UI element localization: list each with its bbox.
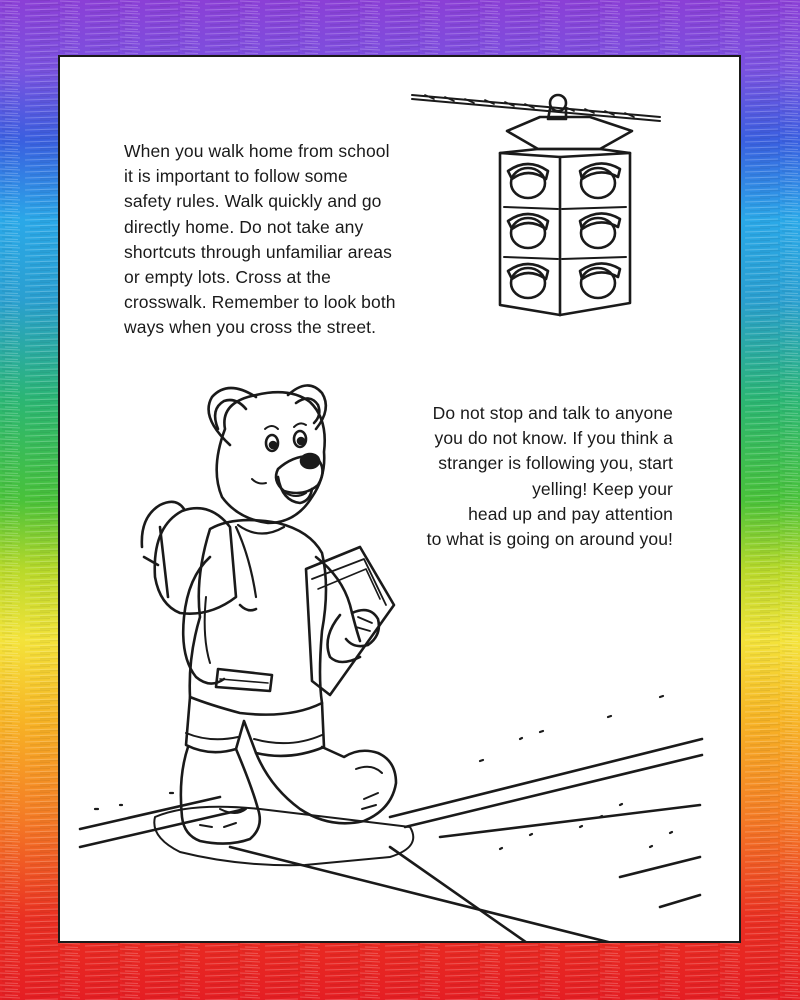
coloring-page bbox=[58, 55, 741, 943]
safety-rules-paragraph: When you walk home from school it is important to follow some safety rules. Walk quickly and go directly home. Do not take any shortcuts through unfamiliar areas or empty lots. Cross at the crosswalk. Remember to look both ways when you cross the street. bbox=[124, 141, 396, 338]
crosswalk-illustration bbox=[80, 696, 702, 943]
stranger-safety-paragraph: Do not stop and talk to anyone you do not know. If you think a stranger is following you, start yelling! Keep your head up and pay attention to what is going on around you! bbox=[426, 403, 673, 550]
